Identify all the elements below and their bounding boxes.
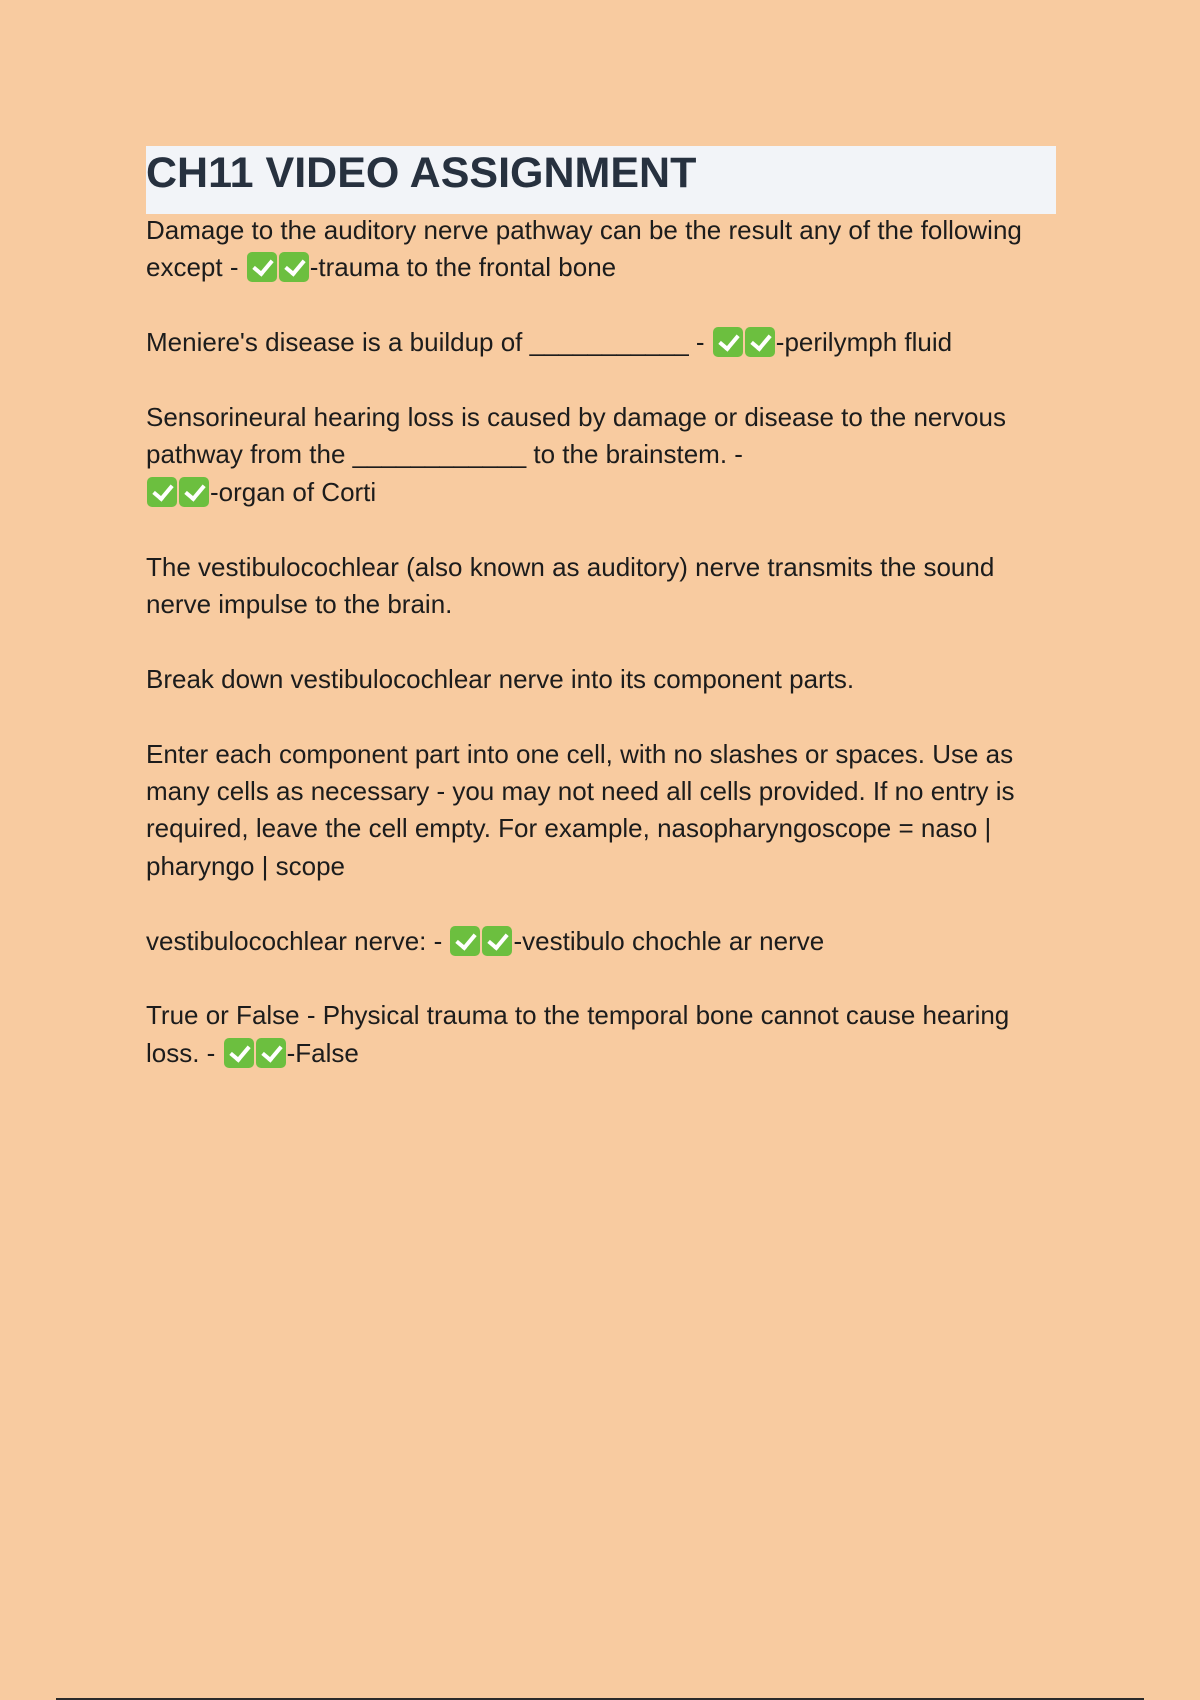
check-mark-icon [247,252,277,282]
info-paragraph: Break down vestibulocochlear nerve into its component parts. [146,663,855,694]
answer-text: -perilymph fluid [775,327,953,358]
info-paragraph: The vestibulocochlear (also known as auditory) nerve transmits the sound nerve impulse to the brain. [146,551,995,620]
question-text: Sensorineural hearing loss is caused by damage or disease to the nervous pathway from the ____________ to the brainstem. - [146,402,1006,470]
answer-text: -trauma to the frontal bone [309,252,617,283]
answer-text: -vestibulo chochle ar nerve [513,925,825,956]
check-mark-icon [179,477,209,507]
instructions-paragraph: Enter each component part into one cell, with no slashes or spaces. Use as many cells as necessary - you may not need all cells provided. If no entry is required, leave the cell empty. For example, nasopharyngoscope = naso | pharyngo | scope [146,738,1015,881]
question-item [146,324,1066,361]
check-mark-icon [224,1038,254,1068]
check-mark-icon [256,1038,286,1068]
page-title: CH11 VIDEO ASSIGNMENT [146,149,697,197]
question-text: Damage to the auditory nerve pathway can be the result any of the following except - [146,215,1022,283]
question-text: True or False - Physical trauma to the temporal bone cannot cause hearing loss. - [146,1000,1010,1068]
question-item [146,399,1066,511]
check-mark-icon [482,926,512,956]
answer-text: -False [286,1037,359,1068]
check-mark-icon [450,926,480,956]
title-bar [146,146,1056,214]
document-body [146,212,1066,1110]
question-text: Meniere's disease is a buildup of ___________ - [146,327,712,358]
question-item [146,212,1066,287]
answer-text: -organ of Corti [210,476,377,507]
question-item [146,997,1066,1072]
check-mark-icon [279,252,309,282]
question-text: vestibulocochlear nerve: - [146,925,450,956]
check-mark-icon [147,477,177,507]
check-mark-icon [745,327,775,357]
question-item [146,923,1066,960]
check-mark-icon [713,327,743,357]
